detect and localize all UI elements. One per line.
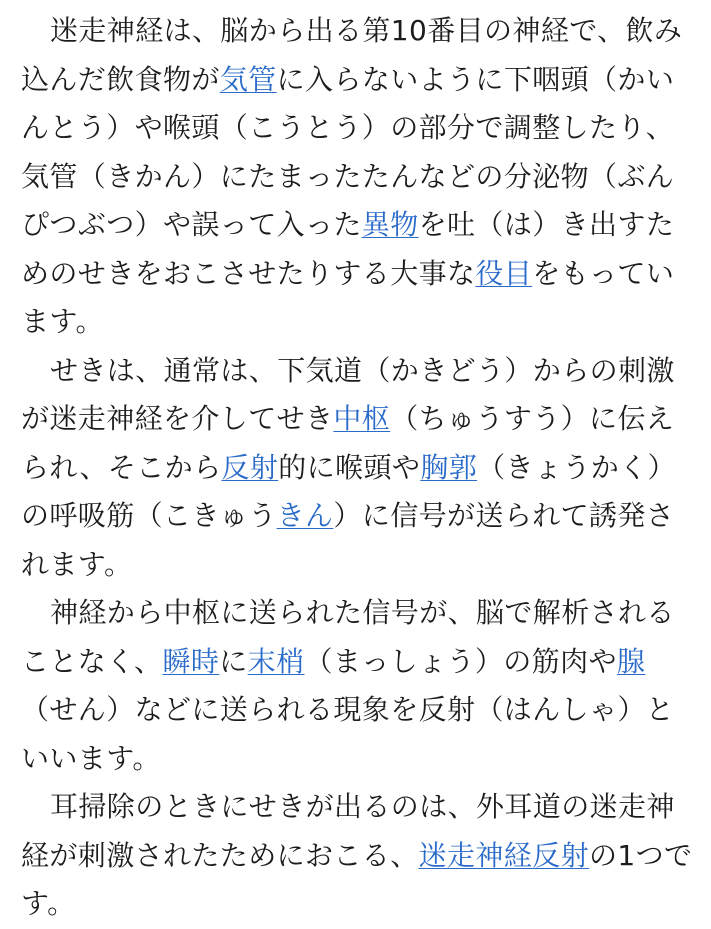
paragraph-reflex-definition [21,589,697,783]
paragraph-text: をもっています。 [21,256,675,338]
paragraph-text: を吐（は）き出すためのせきをおこさせたりする大事な [21,208,675,290]
paragraph-text: せきは、通常は、下気道（かきどう）からの刺激が迷走神経を介してせき [21,353,675,435]
vagal-reflex-link[interactable]: 迷走神経反射 [418,838,590,872]
paragraph-text: に [219,644,248,678]
thorax-link[interactable]: 胸郭 [420,450,478,484]
muscle-link[interactable]: きん [276,499,334,532]
paragraph-text: （ちゅうすう）に伝えられ、そこから [21,402,675,484]
paragraph-text: ）に信号が送られて誘発されます。 [21,499,675,581]
paragraph-text: （きょうかく）の呼吸筋（こきゅう [21,450,676,532]
foreign-body-link[interactable]: 異物 [361,208,419,241]
paragraph-text: の1つです。 [21,838,693,920]
reflex-link[interactable]: 反射 [221,450,279,484]
instant-link[interactable]: 瞬時 [162,644,220,678]
paragraph-text: に入らないように下咽頭（かいんとう）や喉頭（こうとう）の部分で調整したり、気管（きかん）にたまったたんなどの分泌物（ぶんぴつぶつ）や誤って入った [21,62,675,241]
paragraph-text: （まっしょう）の筋肉や [304,644,617,678]
trachea-link[interactable]: 気管 [219,62,277,96]
role-link[interactable]: 役目 [475,256,533,290]
peripheral-link[interactable]: 末梢 [247,644,305,678]
paragraph-cough-mechanism [21,347,697,590]
paragraph-vagus-nerve [21,7,697,347]
paragraph-text: 迷走神経は、脳から出る第10番目の神経で、飲み込んだ飲食物が [21,14,683,96]
paragraph-text: （せん）などに送られる現象を反射（はんしゃ）といいます。 [21,693,675,775]
paragraph-text: 神経から中枢に送られた信号が、脳で解析されることなく、 [21,596,675,678]
paragraph-text: 的に喉頭や [278,450,421,484]
paragraph-ear-cleaning [21,783,697,929]
paragraph-text: 耳掃除のときにせきが出るのは、外耳道の迷走神経が刺激されたためにおこる、 [21,790,675,872]
gland-link[interactable]: 腺 [616,644,646,678]
center-link[interactable]: 中枢 [333,402,391,435]
